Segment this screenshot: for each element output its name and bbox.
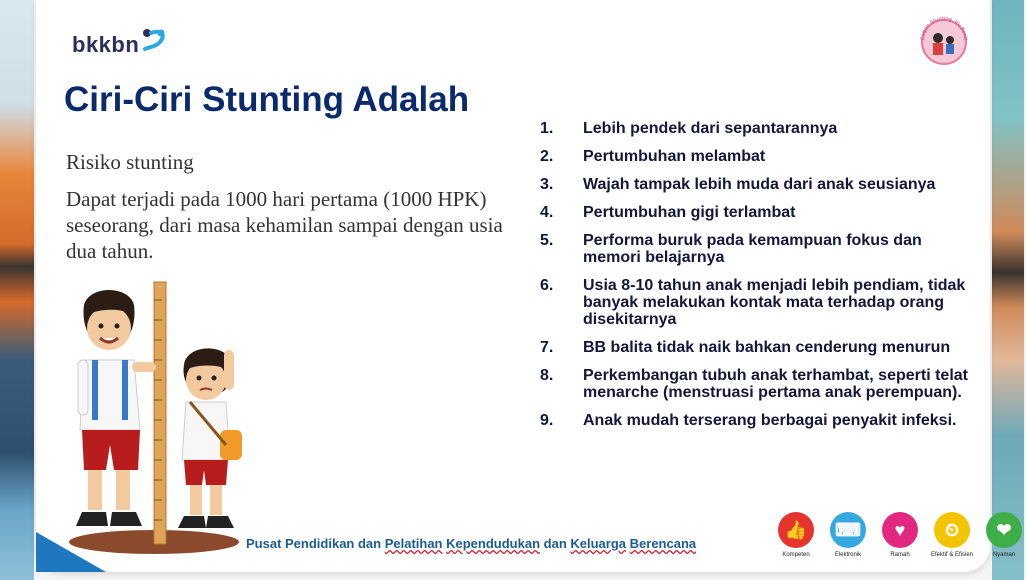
value-kompeten: 👍 Kompeten — [774, 512, 818, 558]
list-item: 1. Lebih pendek dari sepantarannya — [540, 120, 838, 137]
tall-boy — [76, 290, 156, 526]
height-ruler — [154, 282, 166, 544]
value-efektif-efisien: ⏲ Efektif & Efisien — [930, 512, 974, 558]
list-item: 8. Perkembangan tubuh anak terhambat, seperti telat menarche (menstruasi pertama anak perempuan). — [540, 367, 968, 401]
list-item: 6. Usia 8-10 tahun anak menjadi lebih pendiam, tidak banyak melakukan kontak mata terhadap orang disekitarnya — [540, 277, 966, 328]
logo-mark-icon — [141, 27, 169, 53]
risk-heading: Risiko stunting — [66, 150, 194, 174]
list-item: 9. Anak mudah terserang berbagai penyakit infeksi. — [540, 412, 957, 429]
slide — [36, 0, 1016, 572]
clock-icon: ⏲ — [934, 512, 970, 548]
children-height-illustration — [54, 280, 254, 560]
short-boy — [178, 348, 242, 528]
stunting-characteristics-list — [540, 120, 980, 440]
footer-corner-accent — [36, 532, 106, 572]
list-item: 5. Performa buruk pada kemampuan fokus dan memori belajarnya — [540, 232, 922, 266]
risk-body: Dapat terjadi pada 1000 hari pertama (1000 HPK) seseorang, dari masa kehamilan sampai dengan usia dua tahun. — [66, 187, 503, 263]
list-item: 7. BB balita tidak naik bahkan cenderung menurun — [540, 339, 951, 356]
core-values-row — [774, 512, 1026, 558]
badge-text: Cegah Stunting, Itu Penti — [919, 15, 969, 41]
page-title: Ciri-Ciri Stunting Adalah — [64, 80, 470, 119]
list-item: 2. Pertumbuhan melambat — [540, 148, 766, 165]
computer-icon: ⌨ — [830, 512, 866, 548]
footer-organization-name: Pusat Pendidikan dan Pelatihan Kependudukan dan Keluarga Berencana — [246, 536, 697, 551]
cegah-stunting-badge — [918, 14, 970, 66]
handshake-icon: ♥ — [882, 512, 918, 548]
value-ramah: ♥ Ramah — [878, 512, 922, 558]
list-item: 3. Wajah tampak lebih muda dari anak seusianya — [540, 176, 936, 193]
right-decorative-band — [992, 0, 1024, 580]
value-elektronik: ⌨ Elektronik — [826, 512, 870, 558]
value-nyaman: ❤ Nyaman — [982, 512, 1026, 558]
logo-text: bkkbn — [72, 32, 140, 57]
bkkbn-logo — [72, 32, 169, 58]
left-decorative-band — [0, 0, 34, 580]
heart-icon: ❤ — [986, 512, 1022, 548]
list-item: 4. Pertumbuhan gigi terlambat — [540, 204, 796, 221]
thumbs-up-icon: 👍 — [778, 512, 814, 548]
